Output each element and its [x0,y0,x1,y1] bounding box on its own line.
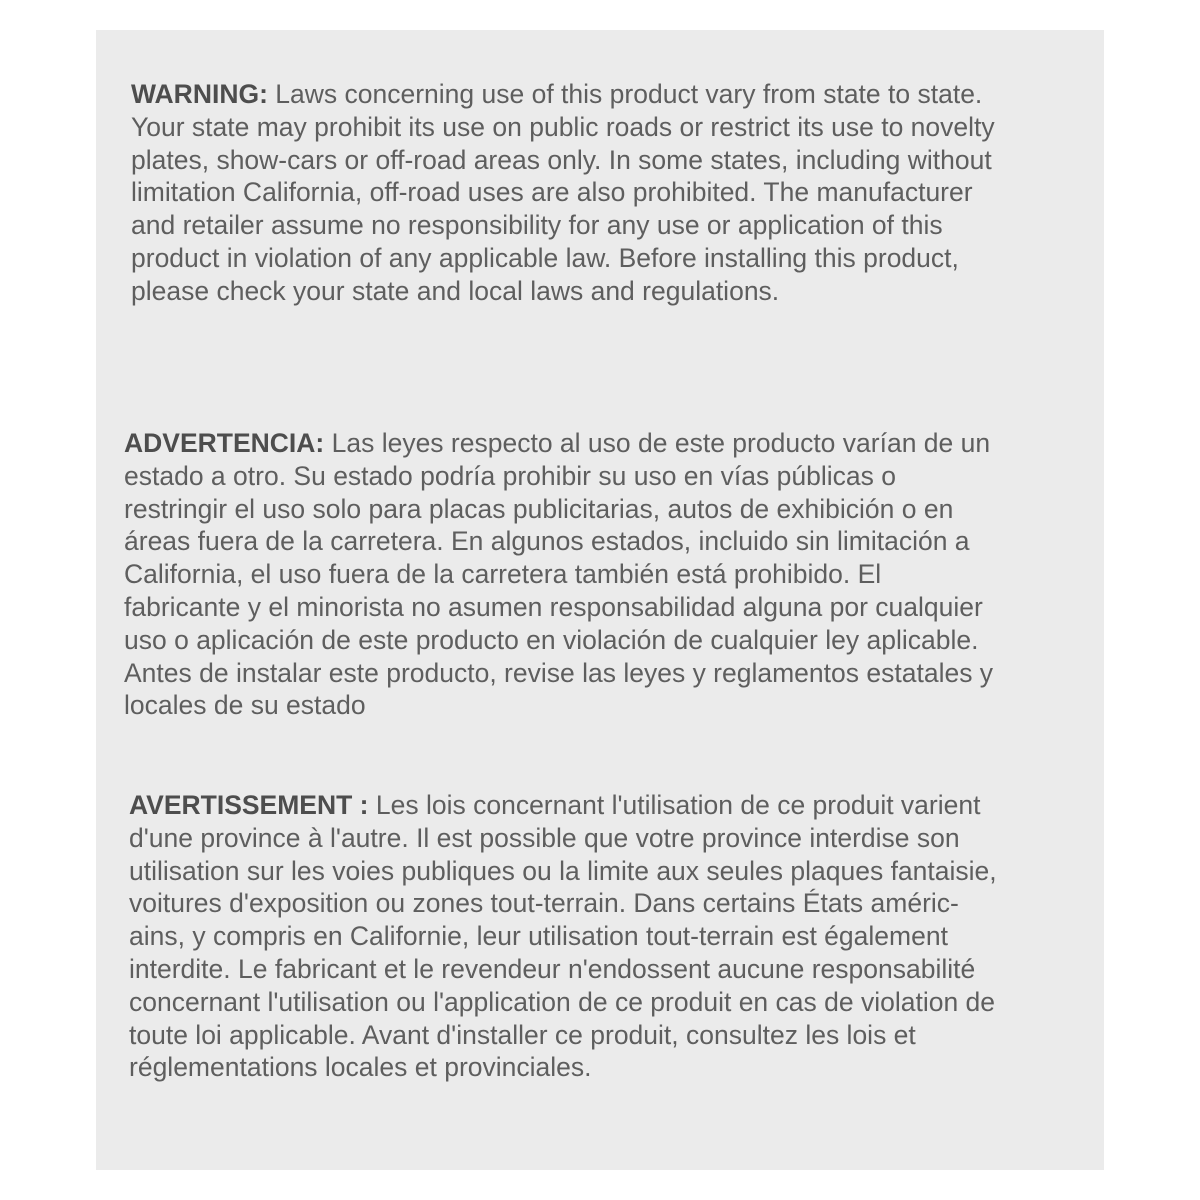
text-line: limitation California, off-road uses are also prohibited. The manufacturer [131,177,973,208]
text-line: California, el uso fuera de la carretera también está prohibido. El [124,559,882,590]
text-line: estado a otro. Su estado podría prohibir su uso en vías públicas o [124,460,896,491]
text-line: interdite. Le fabricant et le revendeur n'endossent aucune responsabilité [129,953,976,984]
text-line: fabricante y el minorista no asumen responsabilidad alguna por cualquier [124,591,983,622]
warning-heading: WARNING: [131,79,268,109]
warning-english [131,78,995,308]
text-line: réglementations locales et provinciales. [129,1052,592,1083]
warning-text: Las leyes respecto al uso de este producto varían de un [331,428,991,458]
text-line [131,78,995,111]
warning-text: Les lois concernant l'utilisation de ce produit varient [375,790,981,820]
warning-heading: ADVERTENCIA: [124,428,325,458]
text-line: please check your state and local laws and regulations. [131,275,780,306]
text-line: Your state may prohibit its use on public roads or restrict its use to novelty [131,111,995,142]
text-line: restringir el uso solo para placas publicitarias, autos de exhibición o en [124,493,954,524]
warning-label-panel [96,30,1104,1170]
text-line: ains, y compris en Californie, leur utilisation tout-terrain est également [129,921,948,952]
warning-french [129,789,997,1084]
warning-text: Laws concerning use of this product vary from state to state. [275,79,983,109]
text-line: Antes de instalar este producto, revise las leyes y reglamentos estatales y [124,657,994,688]
text-line: áreas fuera de la carretera. En algunos estados, incluido sin limitación a [124,526,970,557]
text-line: uso o aplicación de este producto en violación de cualquier ley aplicable. [124,624,979,655]
text-line: utilisation sur les voies publiques ou la limite aux seules plaques fantaisie, [129,855,997,886]
text-line: d'une province à l'autre. Il est possible que votre province interdise son [129,822,960,853]
text-line [124,427,993,460]
text-line: plates, show-cars or off-road areas only. In some states, including without [131,144,992,175]
text-line [129,789,997,822]
text-line: product in violation of any applicable law. Before installing this product, [131,242,959,273]
text-line: voitures d'exposition ou zones tout-terrain. Dans certains États améric- [129,888,959,919]
text-line: concernant l'utilisation ou l'application de ce produit en cas de violation de [129,986,996,1017]
text-line: locales de su estado [124,690,366,721]
warning-heading: AVERTISSEMENT : [129,790,369,820]
text-line: and retailer assume no responsibility for any use or application of this [131,210,943,241]
text-line: toute loi applicable. Avant d'installer ce produit, consultez les lois et [129,1019,916,1050]
warning-spanish [124,427,993,722]
